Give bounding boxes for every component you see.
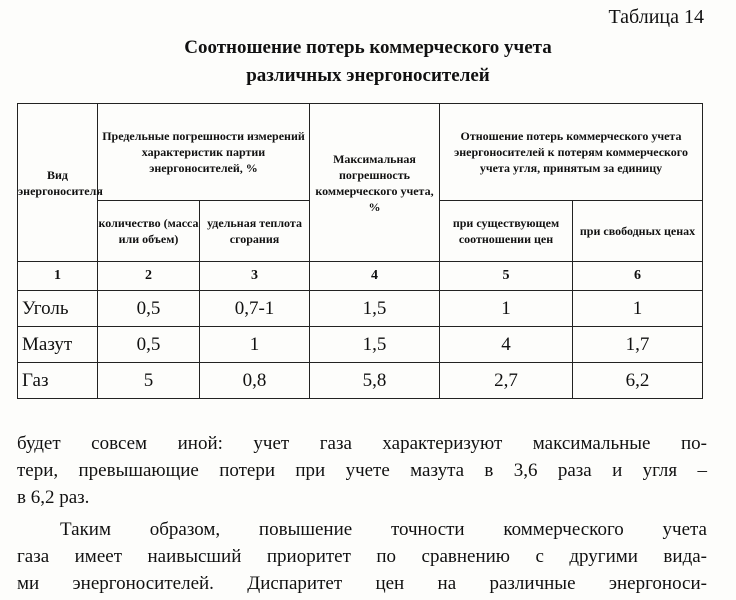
- table-cell: 1: [440, 291, 573, 327]
- table-cell: 0,8: [200, 363, 310, 399]
- table-cell: 6,2: [573, 363, 703, 399]
- table-row-fuel-oil: [18, 327, 703, 363]
- table-caption-line-2: различных энергоносителей: [246, 65, 490, 86]
- header-max-error: Максимальная погрешность коммерческого учета, %: [310, 104, 440, 262]
- row-label: Газ: [18, 363, 98, 399]
- table-cell: 1,5: [310, 327, 440, 363]
- table-cell: 0,5: [98, 291, 200, 327]
- column-number: 1: [18, 262, 98, 291]
- column-number: 6: [573, 262, 703, 291]
- column-number: 3: [200, 262, 310, 291]
- row-label: Мазут: [18, 327, 98, 363]
- header-heat-value: удельная теплота сгорания: [200, 201, 310, 262]
- table-cell: 1,7: [573, 327, 703, 363]
- table-cell: 5: [98, 363, 200, 399]
- table-cell: 1,5: [310, 291, 440, 327]
- header-existing-prices: при существующем соотношении цен: [440, 201, 573, 262]
- paragraph-line: тери, превышающие потери при учете мазута в 3,6 раза и угля –: [17, 460, 707, 481]
- paragraph-line: будет совсем иной: учет газа характеризуют максимальные по-: [17, 433, 707, 454]
- energy-loss-table: [17, 103, 703, 399]
- table-row-gas: [18, 363, 703, 399]
- table-cell: 0,7-1: [200, 291, 310, 327]
- column-number: 5: [440, 262, 573, 291]
- column-number: 2: [98, 262, 200, 291]
- table-cell: 4: [440, 327, 573, 363]
- header-energy-type: Вид энергоносителя: [18, 104, 98, 262]
- table-row-coal: [18, 291, 703, 327]
- table-cell: 2,7: [440, 363, 573, 399]
- paragraph-line: ми энергоносителей. Диспаритет цен на различные энергоноси-: [17, 573, 707, 594]
- table-cell: 1: [573, 291, 703, 327]
- row-label: Уголь: [18, 291, 98, 327]
- header-loss-ratio: Отношение потерь коммерческого учета энергоносителей к потерям коммерческого учета угля, принятым за единицу: [440, 104, 703, 201]
- column-number: 4: [310, 262, 440, 291]
- table-cell: 0,5: [98, 327, 200, 363]
- paragraph-line: в 6,2 раз.: [17, 487, 90, 508]
- table-number: Таблица 14: [608, 6, 704, 28]
- header-quantity: количество (масса или объем): [98, 201, 200, 262]
- table-cell: 1: [200, 327, 310, 363]
- header-free-prices: при свободных ценах: [573, 201, 703, 262]
- paragraph-line: газа имеет наивысший приоритет по сравнению с другими вида-: [17, 546, 707, 567]
- column-number-row: [18, 262, 703, 291]
- header-measurement-errors: Предельные погрешности измерений характеристик партии энергоносителей, %: [98, 104, 310, 201]
- table-caption-line-1: Соотношение потерь коммерческого учета: [184, 37, 552, 58]
- paragraph-line: Таким образом, повышение точности коммерческого учета: [60, 519, 707, 540]
- table-cell: 5,8: [310, 363, 440, 399]
